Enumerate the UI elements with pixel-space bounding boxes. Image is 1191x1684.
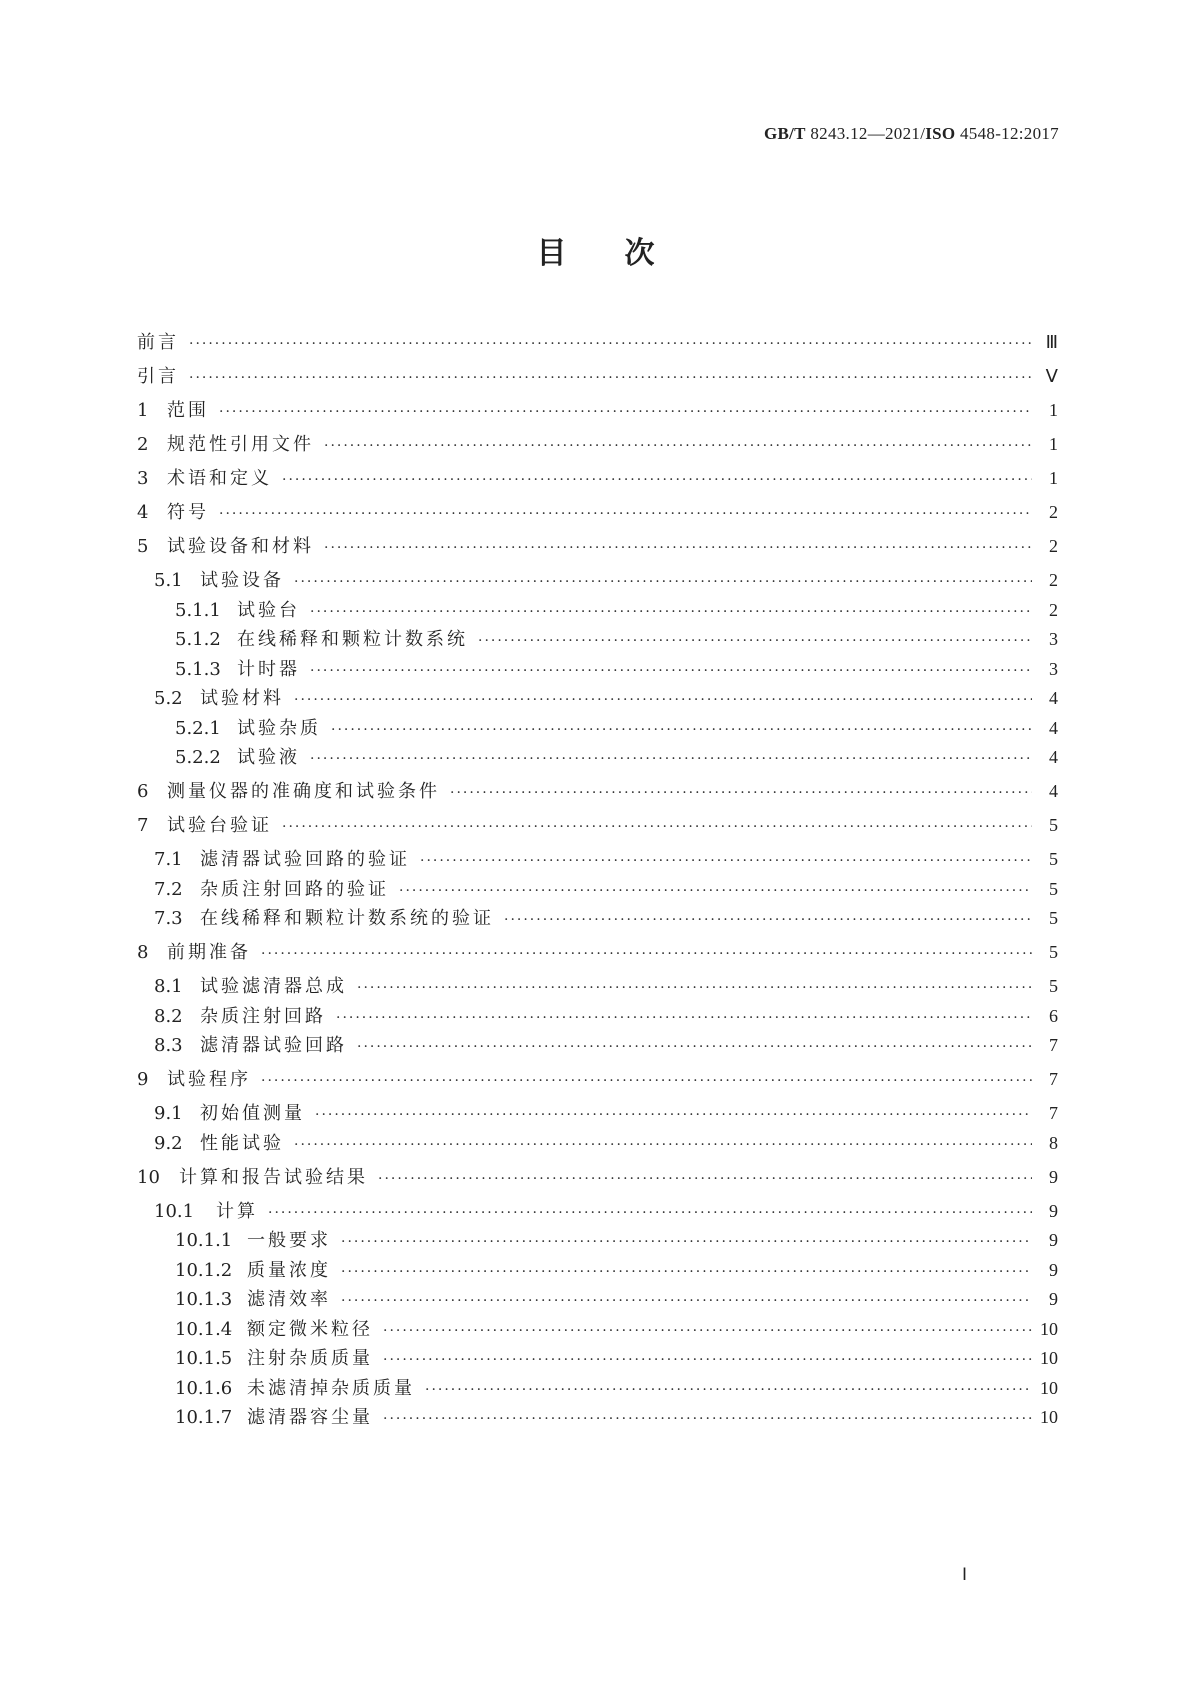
toc-entry-page: 5 <box>1049 878 1058 899</box>
standard-code-iso: ISO <box>925 124 956 143</box>
toc-entry-page: 9 <box>1049 1166 1058 1187</box>
standard-code-prefix: GB/T <box>763 124 806 143</box>
toc-entry-number: 1 <box>137 400 149 421</box>
toc-entry-number: 9 <box>137 1069 149 1090</box>
toc-dot-leader <box>383 1323 1032 1339</box>
toc-entry-page: 5 <box>1049 849 1058 869</box>
toc-entry-page: 3 <box>1049 629 1058 649</box>
toc-entry-label: 初始值测量 <box>200 1103 305 1124</box>
toc-entry[interactable] <box>137 714 1058 739</box>
toc-entry[interactable] <box>137 777 1058 802</box>
toc-entry-page: 4 <box>1049 747 1058 767</box>
toc-entry-number: 5.1 <box>154 570 183 591</box>
toc-dot-leader <box>315 1107 1032 1123</box>
toc-entry[interactable] <box>137 1065 1058 1090</box>
toc-entry-number: 7 <box>137 815 149 836</box>
toc-entry-page: 8 <box>1049 1132 1058 1153</box>
toc-entry-label: 试验程序 <box>167 1069 251 1090</box>
toc-entry-label: 试验台验证 <box>167 815 272 836</box>
toc-entry-label: 范围 <box>167 400 209 421</box>
toc-entry-label: 杂质注射回路 <box>200 1005 326 1027</box>
toc-entry[interactable] <box>137 1031 1058 1056</box>
toc-dot-leader <box>399 883 1032 899</box>
toc-entry-number: 5.2 <box>154 688 183 709</box>
toc-entry[interactable] <box>137 566 1058 591</box>
toc-entry-label: 引言 <box>137 366 179 387</box>
toc-entry[interactable] <box>137 596 1058 621</box>
table-of-contents <box>137 328 1058 1428</box>
toc-dot-leader <box>261 946 1032 962</box>
toc-entry-page: Ⅲ <box>1045 332 1058 352</box>
toc-entry-page: 9 <box>1049 1200 1058 1221</box>
toc-entry-label: 术语和定义 <box>167 468 272 489</box>
toc-entry-label: 试验设备和材料 <box>167 536 314 557</box>
toc-entry-page: 1 <box>1049 468 1058 488</box>
toc-dot-leader <box>294 692 1032 708</box>
toc-dot-leader <box>294 1137 1032 1153</box>
toc-dot-leader <box>425 1382 1032 1398</box>
toc-entry-label: 试验液 <box>237 747 300 768</box>
toc-dot-leader <box>341 1293 1032 1309</box>
toc-entry-page: 2 <box>1049 599 1058 620</box>
toc-entry-page: 4 <box>1049 688 1058 708</box>
toc-entry-number: 5 <box>137 536 149 557</box>
toc-entry-label: 前言 <box>137 332 179 353</box>
toc-dot-leader <box>478 633 1032 649</box>
toc-entry-label: 试验杂质 <box>237 717 321 739</box>
toc-entry-page: 1 <box>1049 434 1058 454</box>
toc-entry-label: 性能试验 <box>200 1132 284 1154</box>
toc-entry-page: 9 <box>1049 1259 1058 1280</box>
toc-entry-label: 滤清器容尘量 <box>247 1407 373 1428</box>
toc-entry-label: 试验滤清器总成 <box>200 976 347 997</box>
toc-dot-leader <box>268 1205 1032 1221</box>
toc-entry-label: 测量仪器的准确度和试验条件 <box>167 781 440 802</box>
toc-dot-leader <box>310 604 1032 620</box>
toc-entry[interactable] <box>137 1374 1058 1399</box>
toc-entry[interactable] <box>137 811 1058 836</box>
toc-entry[interactable] <box>137 1099 1058 1124</box>
toc-entry-page: 2 <box>1049 570 1058 590</box>
toc-entry-label: 一般要求 <box>247 1230 331 1251</box>
toc-entry-number: 5.2.1 <box>175 717 221 739</box>
toc-entry-number: 10.1.6 <box>175 1377 233 1399</box>
toc-entry[interactable] <box>137 684 1058 709</box>
toc-entry[interactable] <box>137 938 1058 963</box>
toc-entry-label: 未滤清掉杂质质量 <box>247 1377 415 1399</box>
toc-entry-label: 试验材料 <box>200 688 284 709</box>
toc-entry-page: 5 <box>1049 976 1058 996</box>
standard-code <box>764 124 1059 144</box>
page-number: Ⅰ <box>961 1565 967 1584</box>
page-title: 目次 <box>536 236 713 271</box>
toc-entry-page: 6 <box>1049 1005 1058 1026</box>
toc-entry[interactable] <box>137 1163 1058 1188</box>
toc-entry-page: 5 <box>1049 815 1058 835</box>
toc-entry-number: 10.1.7 <box>175 1407 233 1428</box>
toc-entry-label: 规范性引用文件 <box>167 434 314 455</box>
toc-entry-label: 在线稀释和颗粒计数系统的验证 <box>200 908 494 929</box>
toc-entry-page: Ⅴ <box>1045 366 1058 386</box>
toc-dot-leader <box>294 574 1032 590</box>
toc-entry-number: 8.2 <box>154 1005 183 1027</box>
toc-entry-label: 滤清器试验回路的验证 <box>200 849 410 870</box>
toc-entry-page: 7 <box>1049 1035 1058 1055</box>
toc-entry[interactable] <box>137 743 1058 768</box>
toc-entry-number: 10.1.1 <box>175 1230 233 1251</box>
toc-entry-page: 9 <box>1049 1289 1058 1309</box>
toc-entry-page: 10 <box>1040 1407 1058 1427</box>
toc-entry-number: 5.1.2 <box>175 629 221 650</box>
toc-entry-label: 质量浓度 <box>247 1259 331 1281</box>
toc-dot-leader <box>310 663 1032 679</box>
toc-entry-page: 2 <box>1049 536 1058 556</box>
toc-entry-number: 3 <box>137 468 149 489</box>
toc-entry-number: 8.1 <box>154 976 183 997</box>
toc-entry-number: 10.1.5 <box>175 1348 233 1369</box>
toc-entry[interactable] <box>137 1002 1058 1027</box>
toc-entry[interactable] <box>137 1403 1058 1428</box>
toc-entry-number: 7.1 <box>154 849 183 870</box>
toc-dot-leader <box>383 1352 1032 1368</box>
toc-entry-number: 5.1.1 <box>175 599 221 621</box>
toc-entry-page: 10 <box>1040 1377 1058 1398</box>
toc-entry[interactable] <box>137 1226 1058 1251</box>
toc-entry-label: 注射杂质质量 <box>247 1348 373 1369</box>
toc-entry-number: 2 <box>137 434 149 455</box>
toc-entry-page: 7 <box>1049 1069 1058 1089</box>
toc-dot-leader <box>341 1264 1032 1280</box>
toc-entry-number: 7.3 <box>154 908 183 929</box>
toc-dot-leader <box>357 980 1032 996</box>
standard-code-tail: 4548-12:2017 <box>955 124 1059 143</box>
toc-entry-page: 4 <box>1049 781 1058 801</box>
toc-entry[interactable] <box>137 1256 1058 1281</box>
toc-entry-number: 8.3 <box>154 1035 183 1056</box>
toc-entry-page: 1 <box>1049 400 1058 420</box>
toc-entry[interactable] <box>137 625 1058 650</box>
toc-entry-page: 10 <box>1040 1318 1058 1339</box>
toc-entry-label: 滤清效率 <box>247 1289 331 1310</box>
toc-entry-page: 3 <box>1049 658 1058 679</box>
toc-dot-leader <box>189 370 1032 386</box>
toc-entry-label: 计时器 <box>237 658 300 680</box>
toc-dot-leader <box>341 1234 1032 1250</box>
toc-entry[interactable] <box>137 498 1058 523</box>
toc-entry-label: 试验设备 <box>200 570 284 591</box>
toc-entry-label: 试验台 <box>237 599 300 621</box>
toc-entry-label: 杂质注射回路的验证 <box>200 878 389 900</box>
toc-entry[interactable] <box>137 430 1058 455</box>
toc-entry[interactable] <box>137 1197 1058 1222</box>
toc-dot-leader <box>331 722 1032 738</box>
toc-entry-page: 7 <box>1049 1103 1058 1123</box>
toc-entry-page: 5 <box>1049 908 1058 928</box>
toc-dot-leader <box>324 540 1032 556</box>
toc-dot-leader <box>282 472 1032 488</box>
toc-dot-leader <box>219 506 1032 522</box>
toc-dot-leader <box>261 1073 1032 1089</box>
toc-dot-leader <box>504 912 1032 928</box>
toc-entry[interactable] <box>137 464 1058 489</box>
toc-dot-leader <box>383 1411 1032 1427</box>
toc-entry-number: 8 <box>137 942 149 963</box>
toc-entry[interactable] <box>137 655 1058 680</box>
toc-entry[interactable] <box>137 972 1058 997</box>
toc-dot-leader <box>420 853 1032 869</box>
toc-entry[interactable] <box>137 875 1058 900</box>
toc-dot-leader <box>378 1171 1032 1187</box>
toc-entry[interactable] <box>137 1285 1058 1310</box>
toc-entry[interactable] <box>137 396 1058 421</box>
toc-entry-label: 滤清器试验回路 <box>200 1035 347 1056</box>
toc-entry-label: 在线稀释和颗粒计数系统 <box>237 629 468 650</box>
toc-dot-leader <box>324 438 1032 454</box>
toc-entry-page: 4 <box>1049 717 1058 738</box>
toc-entry-label: 计算和报告试验结果 <box>179 1166 368 1188</box>
toc-entry-number: 9.2 <box>154 1132 183 1154</box>
toc-entry-label: 前期准备 <box>167 942 251 963</box>
toc-entry-number: 5.1.3 <box>175 658 221 680</box>
toc-entry-number: 7.2 <box>154 878 183 900</box>
toc-entry-number: 10.1.2 <box>175 1259 233 1281</box>
toc-entry-label: 符号 <box>167 502 209 523</box>
toc-dot-leader <box>450 785 1032 801</box>
toc-entry[interactable] <box>137 1315 1058 1340</box>
toc-entry[interactable] <box>137 1344 1058 1369</box>
toc-entry-number: 9.1 <box>154 1103 183 1124</box>
toc-entry-label: 额定微米粒径 <box>247 1318 373 1340</box>
toc-entry-page: 2 <box>1049 502 1058 522</box>
toc-dot-leader <box>310 751 1032 767</box>
toc-entry[interactable] <box>137 904 1058 929</box>
toc-entry-number: 10.1 <box>154 1200 195 1222</box>
toc-dot-leader <box>357 1039 1032 1055</box>
toc-dot-leader <box>336 1010 1032 1026</box>
toc-entry[interactable] <box>137 845 1058 870</box>
toc-entry-number: 5.2.2 <box>175 747 221 768</box>
toc-entry-label: 计算 <box>216 1200 258 1222</box>
toc-entry[interactable] <box>137 328 1058 353</box>
toc-entry-number: 10 <box>137 1166 160 1188</box>
toc-entry-number: 4 <box>137 502 149 523</box>
toc-entry-page: 9 <box>1049 1230 1058 1250</box>
toc-dot-leader <box>282 819 1032 835</box>
toc-dot-leader <box>189 336 1032 352</box>
toc-entry-number: 10.1.3 <box>175 1289 233 1310</box>
toc-entry[interactable] <box>137 1129 1058 1154</box>
toc-entry-number: 10.1.4 <box>175 1318 233 1340</box>
toc-entry-page: 5 <box>1049 942 1058 962</box>
toc-entry[interactable] <box>137 532 1058 557</box>
toc-dot-leader <box>219 404 1032 420</box>
toc-entry[interactable] <box>137 362 1058 387</box>
toc-entry-number: 6 <box>137 781 149 802</box>
standard-code-main: 8243.12—2021/ <box>805 124 926 143</box>
toc-entry-page: 10 <box>1040 1348 1058 1368</box>
